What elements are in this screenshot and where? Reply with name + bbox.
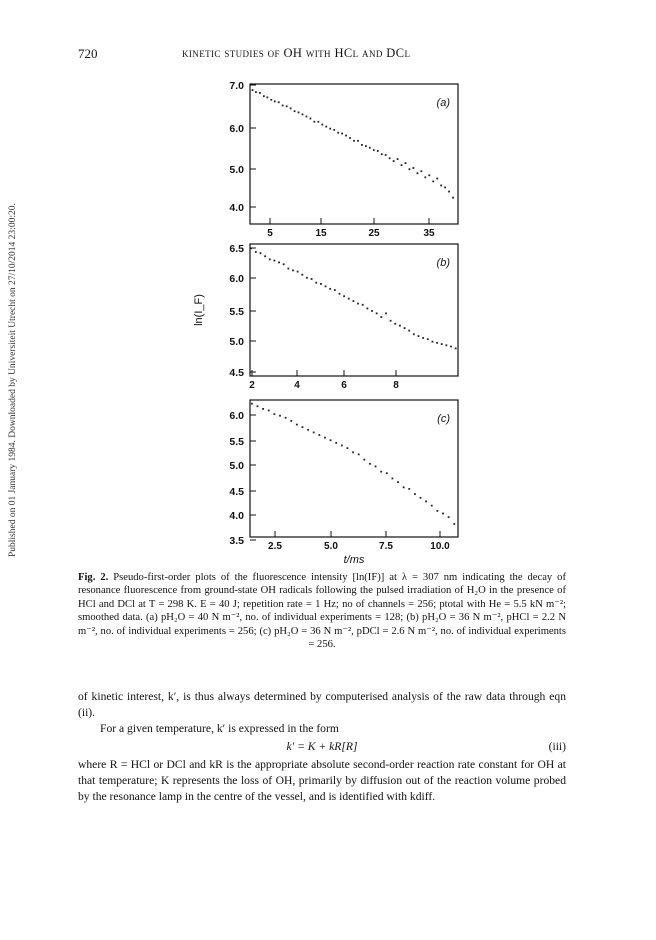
- paragraph-3: where R = HCl or DCl and kR is the appropriate absolute second-order reaction rate constant for OH at that temperature; K represents the loss of OH, primarily by diffusion out of the reaction volume probed by the resonance lamp in the centre of the vessel, and is identified with kdiff.: [78, 758, 566, 803]
- data-point: [306, 116, 308, 118]
- panel-1: [229, 80, 458, 239]
- caption-text: Pseudo-first-order plots of the fluorescence intensity [ln(IF)] at λ = 307 nm indicating the decay of resonance fluorescence from ground-state OH radicals following the pulsed irradiation of H₂O in the presence of HCl and DCl at T = 298 K. E = 40 J; repetition rate = 1 Hz; no of channels = 256; ptotal with He = 5.5 kN m⁻²; smoothed data. (a) pH₂O = 40 N m⁻², no. of individual experiments = 128; (b) pH₂O = 36 N m⁻², pHCl = 2.2 N m⁻², no. of individual experiments = 256; (c) pH₂O = 36 N m⁻², pDCl = 2.6 N m⁻², no. of individual experiments = 256.: [78, 572, 566, 651]
- data-point: [371, 310, 373, 312]
- data-point: [408, 488, 410, 490]
- data-point: [408, 330, 410, 332]
- y-tick-label: 4.0: [229, 510, 244, 522]
- x-tick-label: 5.0: [324, 541, 338, 552]
- data-point: [393, 160, 395, 162]
- equation-iii: [78, 739, 566, 755]
- data-point: [306, 277, 308, 279]
- data-point: [444, 187, 446, 189]
- data-point: [335, 442, 337, 444]
- data-point: [436, 178, 438, 180]
- data-point: [397, 481, 399, 483]
- x-tick-label: 5: [267, 228, 273, 239]
- data-point: [315, 282, 317, 284]
- data-point: [381, 153, 383, 155]
- data-point: [302, 114, 304, 116]
- data-point: [380, 316, 382, 318]
- data-point: [441, 343, 443, 345]
- data-point: [290, 420, 292, 422]
- data-point: [274, 260, 276, 262]
- data-point: [413, 167, 415, 169]
- data-point: [286, 105, 288, 107]
- paragraph-1: of kinetic interest, k′, is thus always determined by computerised analysis of the raw data through eqn (ii).: [78, 690, 566, 719]
- data-point: [369, 463, 371, 465]
- data-point: [357, 303, 359, 305]
- data-point: [376, 312, 378, 314]
- data-point: [255, 251, 257, 253]
- data-point: [324, 437, 326, 439]
- panel-frame: [250, 400, 458, 537]
- data-point: [317, 121, 319, 123]
- data-point: [290, 107, 292, 109]
- data-point: [259, 92, 261, 94]
- y-tick-label: 4.5: [229, 367, 244, 379]
- panel-frame: [250, 84, 458, 224]
- data-point: [302, 426, 304, 428]
- data-point: [428, 174, 430, 176]
- x-tick-label: 8: [393, 380, 399, 391]
- data-point: [404, 327, 406, 329]
- panel-3: [229, 400, 458, 552]
- caption-label: Fig. 2.: [78, 572, 109, 583]
- x-tick-label: 25: [368, 228, 380, 239]
- data-point: [325, 126, 327, 128]
- data-point: [311, 278, 313, 280]
- data-point: [369, 147, 371, 149]
- data-point: [432, 180, 434, 182]
- data-point: [420, 170, 422, 172]
- y-tick-label: 5.0: [229, 336, 244, 348]
- data-point: [431, 505, 433, 507]
- data-point: [424, 176, 426, 178]
- decay-plots-figure: [180, 80, 480, 570]
- x-tick-label: 2: [249, 380, 255, 391]
- data-point: [273, 413, 275, 415]
- data-point: [432, 341, 434, 343]
- data-point: [422, 337, 424, 339]
- data-point: [357, 140, 359, 142]
- x-tick-label: 7.5: [379, 541, 393, 552]
- y-axis-label: ln(I_F): [193, 294, 205, 326]
- x-tick-label: 15: [315, 228, 327, 239]
- y-tick-label: 5.5: [229, 306, 244, 318]
- equation-number: (iii): [548, 740, 566, 753]
- data-point: [318, 434, 320, 436]
- y-tick-label: 4.0: [229, 202, 244, 214]
- data-point: [392, 478, 394, 480]
- data-point: [301, 274, 303, 276]
- y-tick-label: 6.0: [229, 273, 244, 285]
- data-point: [329, 128, 331, 130]
- panel-label: (b): [436, 257, 450, 269]
- y-tick-label: 5.0: [229, 164, 244, 176]
- data-point: [268, 410, 270, 412]
- data-point: [375, 466, 377, 468]
- data-point: [262, 408, 264, 410]
- paragraph-2: For a given temperature, k′ is expressed in the form: [100, 722, 339, 735]
- data-point: [385, 154, 387, 156]
- data-point: [264, 255, 266, 257]
- data-point: [363, 459, 365, 461]
- data-point: [310, 118, 312, 120]
- data-point: [251, 403, 253, 405]
- data-point: [343, 295, 345, 297]
- data-point: [287, 268, 289, 270]
- data-point: [325, 285, 327, 287]
- data-point: [333, 129, 335, 131]
- data-point: [297, 271, 299, 273]
- data-point: [349, 137, 351, 139]
- data-point: [283, 263, 285, 265]
- panel-frame: [250, 244, 458, 376]
- data-point: [365, 145, 367, 147]
- x-tick-label: 4: [294, 380, 300, 391]
- data-point: [397, 158, 399, 160]
- data-point: [320, 283, 322, 285]
- data-point: [416, 172, 418, 174]
- data-point: [380, 471, 382, 473]
- data-point: [401, 164, 403, 166]
- data-point: [285, 417, 287, 419]
- data-point: [452, 197, 454, 199]
- data-point: [455, 347, 457, 349]
- data-point: [282, 105, 284, 107]
- data-point: [373, 149, 375, 151]
- x-tick-label: 35: [423, 228, 435, 239]
- data-point: [403, 486, 405, 488]
- data-point: [366, 308, 368, 310]
- data-point: [269, 258, 271, 260]
- data-point: [296, 424, 298, 426]
- y-tick-label: 6.5: [229, 243, 244, 255]
- data-point: [313, 432, 315, 434]
- x-tick-label: 2.5: [268, 541, 282, 552]
- download-notice: Published on 01 January 1984. Downloaded by Universiteit Utrecht on 27/10/2014 23:00:20.: [8, 203, 18, 557]
- figure-caption: [78, 571, 566, 651]
- x-tick-label: 10.0: [430, 541, 450, 552]
- data-point: [414, 493, 416, 495]
- data-point: [292, 270, 294, 272]
- data-point: [358, 453, 360, 455]
- data-point: [260, 252, 262, 254]
- data-point: [450, 346, 452, 348]
- data-point: [298, 112, 300, 114]
- data-point: [377, 150, 379, 152]
- data-point: [278, 262, 280, 264]
- y-tick-label: 7.0: [229, 80, 244, 92]
- data-point: [409, 168, 411, 170]
- data-point: [442, 513, 444, 515]
- data-point: [436, 342, 438, 344]
- data-point: [440, 185, 442, 187]
- y-tick-label: 5.0: [229, 460, 244, 472]
- data-point: [361, 144, 363, 146]
- data-point: [353, 140, 355, 142]
- data-point: [321, 124, 323, 126]
- data-point: [274, 101, 276, 103]
- data-point: [257, 405, 259, 407]
- data-point: [390, 320, 392, 322]
- data-point: [386, 472, 388, 474]
- data-point: [341, 133, 343, 135]
- x-axis-label: t/ms: [343, 554, 365, 566]
- data-point: [294, 110, 296, 112]
- page-header: [78, 46, 568, 66]
- data-point: [362, 304, 364, 306]
- data-point: [348, 298, 350, 300]
- y-tick-label: 5.5: [229, 436, 244, 448]
- equation-formula: k′ = K + kR[R]: [286, 740, 358, 753]
- data-point: [347, 447, 349, 449]
- data-point: [448, 516, 450, 518]
- data-point: [329, 288, 331, 290]
- data-point: [266, 96, 268, 98]
- x-tick-label: 6: [341, 380, 347, 391]
- data-point: [436, 510, 438, 512]
- running-title: kinetic studies of OH with HCl and DCl: [182, 46, 411, 60]
- data-point: [341, 445, 343, 447]
- data-point: [313, 121, 315, 123]
- data-point: [427, 338, 429, 340]
- body-text: [78, 689, 566, 805]
- data-point: [307, 429, 309, 431]
- data-point: [270, 99, 272, 101]
- data-point: [255, 91, 257, 93]
- data-point: [420, 497, 422, 499]
- data-point: [278, 101, 280, 103]
- data-point: [252, 89, 254, 91]
- y-tick-label: 6.0: [229, 410, 244, 422]
- data-point: [425, 501, 427, 503]
- data-point: [339, 293, 341, 295]
- data-point: [352, 451, 354, 453]
- data-point: [405, 162, 407, 164]
- panel-label: (a): [436, 97, 450, 109]
- data-point: [418, 335, 420, 337]
- data-point: [330, 439, 332, 441]
- data-point: [345, 135, 347, 137]
- data-point: [263, 95, 265, 97]
- data-point: [399, 325, 401, 327]
- page-number: 720: [78, 46, 98, 61]
- data-point: [353, 300, 355, 302]
- data-point: [337, 132, 339, 134]
- data-point: [445, 344, 447, 346]
- y-tick-label: 4.5: [229, 486, 244, 498]
- data-point: [394, 323, 396, 325]
- data-point: [385, 312, 387, 314]
- data-point: [413, 333, 415, 335]
- panel-label: (c): [437, 413, 450, 425]
- data-point: [453, 523, 455, 525]
- panel-2: [229, 243, 458, 391]
- data-point: [279, 415, 281, 417]
- y-tick-label: 6.0: [229, 123, 244, 135]
- data-point: [448, 191, 450, 193]
- data-point: [389, 157, 391, 159]
- data-point: [250, 247, 252, 249]
- data-point: [334, 289, 336, 291]
- y-tick-label: 3.5: [229, 535, 244, 547]
